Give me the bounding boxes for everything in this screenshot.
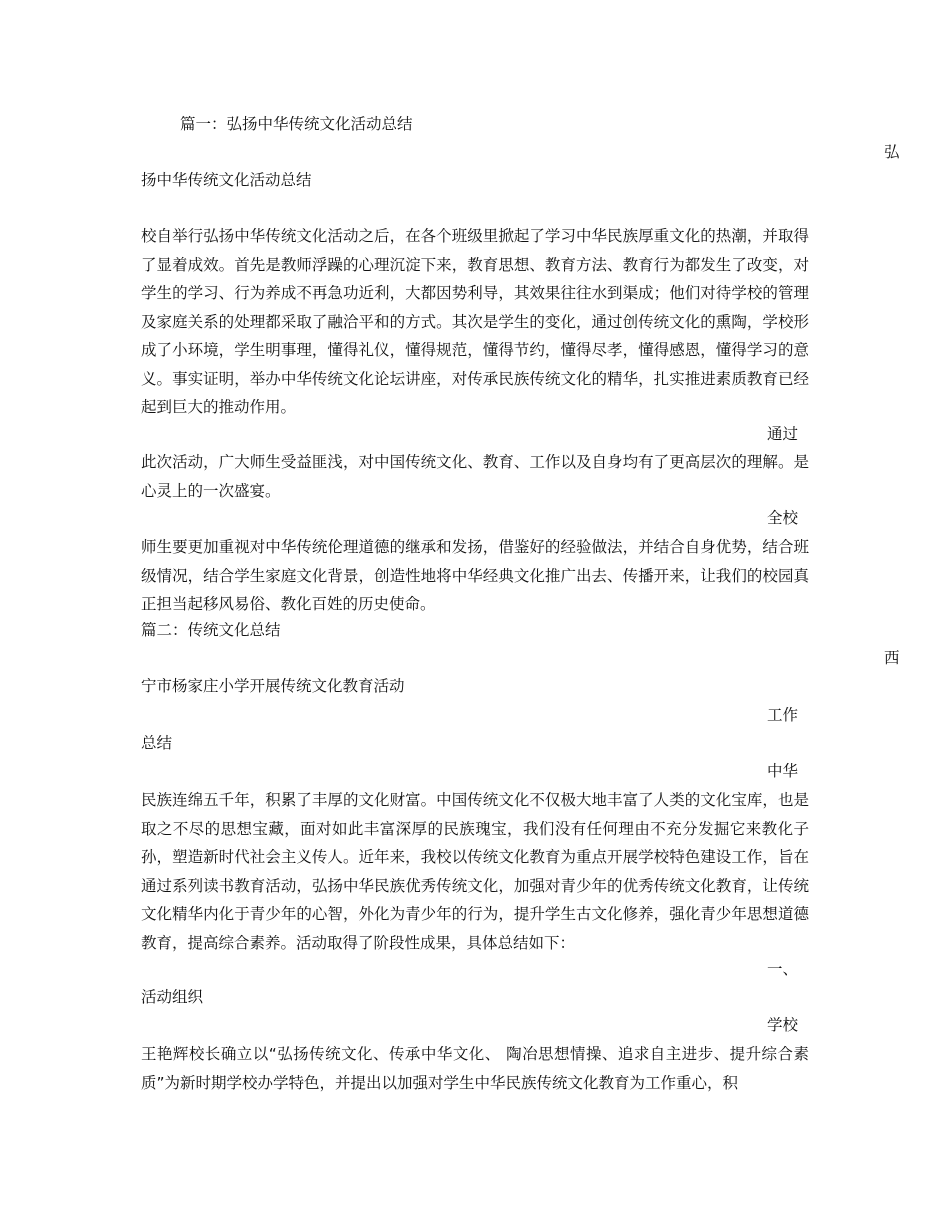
paragraph-lead-zhonghua: 中华 [767,762,799,780]
paragraph-activity-results: 校自举行弘扬中华传统文化活动之后，在各个班级里掀起了学习中华民族厚重文化的热潮，并取得了显着成效。首先是教师浮躁的心理沉淀下来，教育思想、教育方法、教育行为都发生了改变，对学生的学习、行为养成不再急功近利，大都因势利导，其效果往往水到渠成；他们对待学校的管理及家庭关系的处理都采取了融洽平和的方式。其次是学生的变化，通过创传统文化的熏陶，学校形成了小环境，学生明事理，懂得礼仪，懂得规范，懂得节约，懂得尽孝，懂得感恩，懂得学习的意义。事实证明，举办中华传统文化论坛讲座，对传承民族传统文化的精华，扎实推进素质教育已经起到巨大的推动作用。 [141,227,809,416]
heading-part-one: 篇一：弘扬中华传统文化活动总结 [180,115,413,133]
title-line-1: 扬中华传统文化活动总结 [141,171,312,189]
paragraph-principal: 王艳辉校长确立以“弘扬传统文化、传承中华文化、 陶冶思想情操、追求自主进步、提升综合素质”为新时期学校办学特色，并提出以加强对学生中华民族传统文化教育为工作重心，积 [141,1045,809,1092]
title-line-3: 总结 [141,734,173,752]
paragraph-lead-tongguo: 通过 [767,425,799,443]
title-lead-gongzuo: 工作 [767,706,799,724]
section-number-one: 一、 [767,960,799,978]
paragraph-lead-quanxiao: 全校 [767,509,799,527]
paragraph-lead-xuexiao: 学校 [767,1016,799,1034]
heading-part-two: 篇二：传统文化总结 [141,621,281,639]
paragraph-teachers-students: 师生要更加重视对中华传统伦理道德的继承和发扬，借鉴好的经验做法，并结合自身优势，结合班级情况，结合学生家庭文化背景，创造性地将中华经典文化推广出去、传播开来，让我们的校园真正担当起移风易俗、教化百姓的历史使命。 [141,538,809,613]
paragraph-benefit: 此次活动，广大师生受益匪浅，对中国传统文化、教育、工作以及自身均有了更高层次的理解。是心灵上的一次盛宴。 [141,453,809,500]
title-line-2: 宁市杨家庄小学开展传统文化教育活动 [141,677,405,695]
section-title-activity-organization: 活动组织 [141,988,204,1006]
paragraph-chinese-culture: 民族连绵五千年，积累了丰厚的文化财富。中国传统文化不仅极大地丰富了人类的文化宝库，也是取之不尽的思想宝藏，面对如此丰富深厚的民族瑰宝，我们没有任何理由不充分发掘它来教化子孙，塑造新时代社会主义传人。近年来，我校以传统文化教育为重点开展学校特色建设工作，旨在通过系列读书教育活动，弘扬中华民族优秀传统文化，加强对青少年的优秀传统文化教育，让传统文化精华内化于青少年的心智，外化为青少年的行为，提升学生古文化修养，强化青少年思想道德教育，提高综合素养。活动取得了阶段性成果，具体总结如下： [141,791,809,952]
title-float-char-1: 弘 [884,143,900,161]
title-float-char-2: 西 [884,649,900,667]
